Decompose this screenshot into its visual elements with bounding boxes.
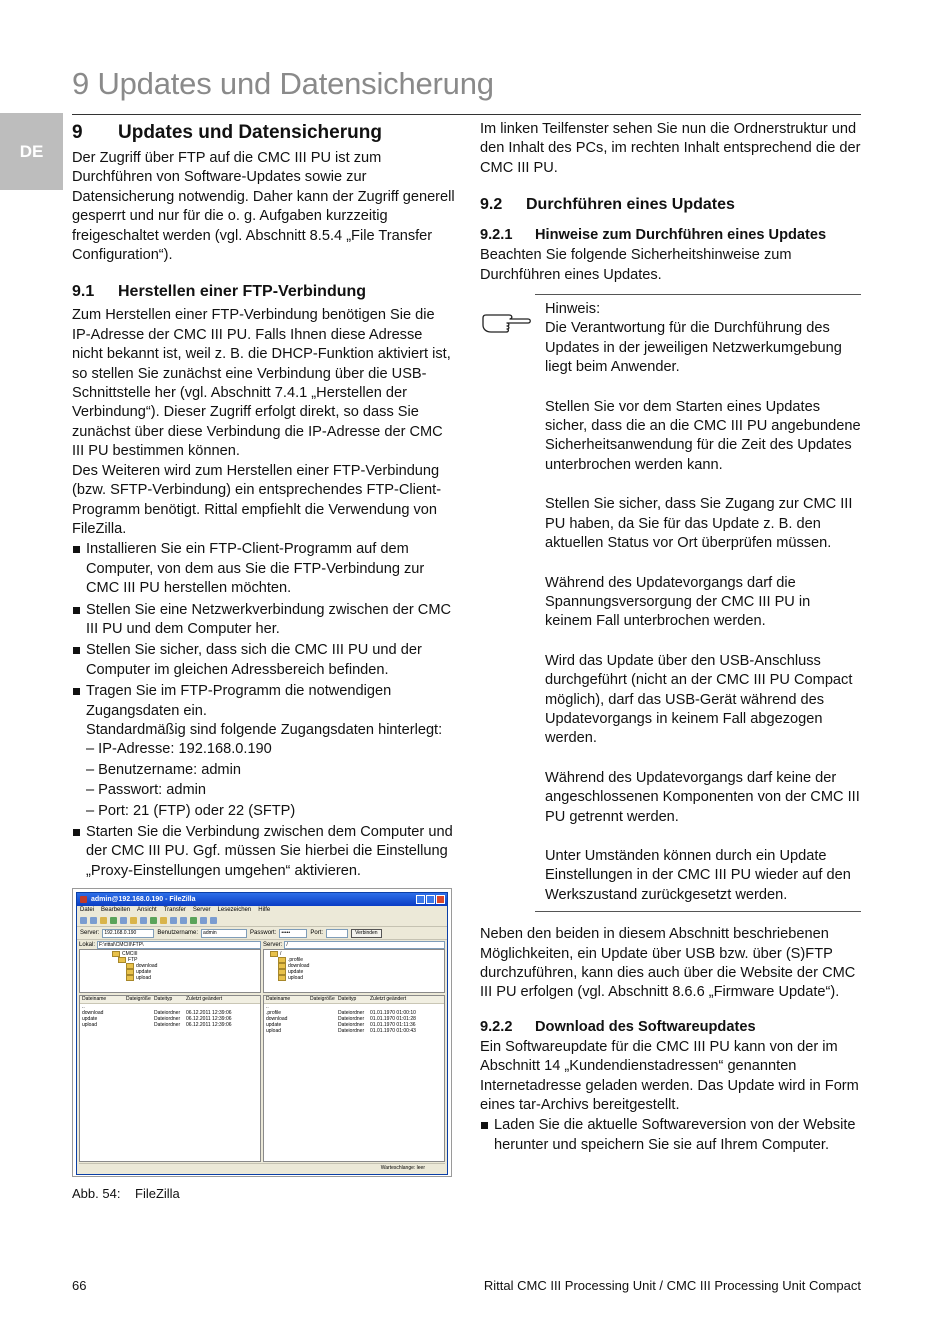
- quickconnect-bar: Server: 192.168.0.190 Benutzername: admin Passwort: ••••• Port: Verbinden: [77, 927, 447, 940]
- tree-item[interactable]: download: [82, 963, 260, 969]
- table-row[interactable]: .profile Dateiordner 01.01.1970 01:00:10: [266, 1010, 416, 1017]
- paragraph: Neben den beiden in diesem Abschnitt beschriebenen Möglichkeiten, ein Update über USB bzw. über (S)FTP durchzuführen, kann dies auch über die Website der CMC III PU erfolgen (vgl. Abschnitt 8.6.6 „Firmware Update“).: [480, 926, 856, 1001]
- menu-item[interactable]: Transfer: [163, 907, 186, 914]
- note-item: Stellen Sie vor dem Starten eines Updates sicher, dass die an die CMC III PU angebundene Sicherheitsanwendung für die Zeit des Updates unterbrochen werden kann.: [545, 398, 861, 473]
- intro-paragraph: Der Zugriff über FTP auf die CMC III PU ist zum Durchführen von Software-Updates sowie zur Datensicherung notwendig. Daher kann der Zugriff generell gesperrt und nur für die o. g. Aufgaben kurzzeitig freigeschaltet werden (vgl. Abschnitt 8.5.4 „File Transfer Configuration“).: [72, 150, 455, 264]
- table-row[interactable]: download Dateiordner 06.12.2011 12:39:06: [82, 1010, 232, 1017]
- tree-item[interactable]: upload: [82, 975, 260, 981]
- server-input[interactable]: 192.168.0.190: [102, 929, 154, 938]
- tree-icon[interactable]: [100, 917, 107, 924]
- credentials-list: [86, 740, 456, 821]
- remote-file-list: [263, 995, 445, 1162]
- left-column: [72, 120, 456, 1204]
- tree-item[interactable]: CMCIII: [82, 951, 260, 957]
- sync-icon[interactable]: [200, 917, 207, 924]
- connect-button[interactable]: Verbinden: [351, 929, 382, 938]
- menu-bar: [77, 906, 447, 915]
- file-panes: [79, 940, 445, 1162]
- remote-tree: [263, 949, 445, 993]
- list-item: – Benutzername: admin: [86, 761, 241, 778]
- disconnect-icon[interactable]: [160, 917, 167, 924]
- refresh-icon[interactable]: [130, 917, 137, 924]
- menu-item[interactable]: Datei: [80, 907, 95, 914]
- paragraph: Des Weiteren wird zum Herstellen einer FTP-Verbindung (bzw. SFTP-Verbindung) ein entsprechendes FTP-Client-Programm benötigt. Rittal empfiehlt die Verwendung von FileZilla.: [72, 462, 442, 537]
- log-icon[interactable]: [90, 917, 97, 924]
- local-file-list: [79, 995, 261, 1162]
- tree-item[interactable]: download: [266, 963, 444, 969]
- list-item: – Passwort: admin: [86, 782, 207, 799]
- filezilla-screenshot: [72, 888, 452, 1177]
- hand-icon: [480, 308, 532, 334]
- tree-item[interactable]: update: [266, 969, 444, 975]
- close-icon[interactable]: [436, 895, 445, 904]
- list-item: Starten Sie die Verbindung zwischen dem Computer und der CMC III PU. Ggf. müssen Sie hierbei die Einstellung „Proxy-Einstellungen umgehen“ aktivieren.: [72, 823, 456, 881]
- right-column: [480, 120, 861, 1157]
- section-heading-9-1: 9.1 Herstellen einer FTP-Verbindung: [72, 283, 367, 301]
- reconnect-icon[interactable]: [170, 917, 177, 924]
- tree-item[interactable]: /: [266, 951, 444, 957]
- local-tree: [79, 949, 261, 993]
- footer-document-title: Rittal CMC III Processing Unit / CMC III Processing Unit Compact: [483, 1278, 861, 1293]
- list-item: Installieren Sie ein FTP-Client-Programm auf dem Computer, von dem aus Sie die FTP-Verbindung zur CMC III PU herstellen möchten.: [72, 540, 456, 598]
- table-row[interactable]: download Dateiordner 01.01.1970 01:01:28: [266, 1016, 416, 1023]
- tree-item[interactable]: upload: [266, 975, 444, 981]
- compare-icon[interactable]: [190, 917, 197, 924]
- menu-item[interactable]: Server: [192, 907, 211, 914]
- note-label: Hinweis:: [545, 301, 601, 318]
- language-tab: DE: [0, 113, 63, 190]
- section-heading-9-2-1: 9.2.1 Hinweise zum Durchführen eines Updates: [480, 227, 827, 244]
- password-input[interactable]: •••••: [279, 929, 307, 938]
- note-item: Stellen Sie sicher, dass Sie Zugang zur CMC III PU haben, da Sie für das Update z. B. den aktuellen Status vor Ort überprüfen müssen.: [545, 496, 853, 552]
- table-row[interactable]: update Dateiordner 01.01.1970 01:11:36: [266, 1022, 416, 1029]
- paragraph: Im linken Teilfenster sehen Sie nun die Ordnerstruktur und den Inhalt des PCs, im rechten Inhalt entsprechend die der CMC III PU.: [480, 121, 861, 176]
- note-item: Wird das Update über den USB-Anschluss durchgeführt (nicht an der CMC III PU Compact möglich), darf das USB-Gerät während des Updatevorgangs in keinem Fall abgezogen werden.: [545, 652, 853, 747]
- section-heading-9: 9 Updates und Datensicherung: [72, 122, 382, 143]
- local-path-input[interactable]: F:\rittal\CMCIII\FTP\: [97, 941, 261, 949]
- table-row[interactable]: ..: [266, 1004, 269, 1011]
- menu-item[interactable]: Hilfe: [258, 907, 271, 914]
- table-row[interactable]: ..: [82, 1004, 85, 1011]
- username-input[interactable]: admin: [201, 929, 247, 938]
- filezilla-window: [76, 892, 448, 1175]
- page-number: 66: [72, 1278, 87, 1293]
- list-item: – Port: 21 (FTP) oder 22 (SFTP): [86, 802, 296, 819]
- section-heading-9-2: 9.2 Durchführen eines Updates: [480, 196, 735, 214]
- bullet-list: [72, 540, 456, 881]
- bullet-list: [480, 1116, 861, 1155]
- process-queue-icon[interactable]: [140, 917, 147, 924]
- minimize-icon[interactable]: [416, 895, 425, 904]
- status-bar: Warteschlange: leer: [79, 1163, 445, 1173]
- menu-item[interactable]: Lesezeichen: [217, 907, 252, 914]
- cancel-icon[interactable]: [150, 917, 157, 924]
- list-item: Stellen Sie eine Netzwerkverbindung zwischen der CMC III PU und dem Computer her.: [72, 601, 456, 640]
- port-input[interactable]: [326, 929, 348, 938]
- table-header: Dateiname Dateigröße Dateityp Zuletzt geändert: [264, 996, 444, 1004]
- tree-item[interactable]: FTP: [82, 957, 260, 963]
- note-item: Die Verantwortung für die Durchführung des Updates in der jeweiligen Netzwerkumgebung liegt beim Anwender.: [545, 320, 842, 376]
- section-heading-9-2-2: 9.2.2 Download des Softwareupdates: [480, 1018, 756, 1035]
- menu-item[interactable]: Bearbeiten: [101, 907, 131, 914]
- tree-item[interactable]: .profile: [266, 957, 444, 963]
- list-item: Laden Sie die aktuelle Softwareversion von der Website herunter und speichern Sie sie auf Ihrem Computer.: [480, 1116, 861, 1155]
- remote-tree-icon[interactable]: [110, 917, 117, 924]
- filezilla-icon: [80, 896, 87, 903]
- toolbar: [77, 915, 447, 927]
- maximize-icon[interactable]: [426, 895, 435, 904]
- local-pane: Lokal: F:\rittal\CMCIII\FTP\ CMCIII FTP download update upload Dateiname Dateigröße Dateityp Zuletzt geändert .. download Dateiordner 06.12.2011 12:39:06 update Dateiordner 06.12.2011 12:39:06 upload Dateiordner 06.12.2011 12:39:06: [79, 940, 261, 1162]
- note-item: Während des Updatevorgangs darf keine der angeschlossenen Komponenten von der CMC III PU getrennt werden.: [545, 769, 860, 825]
- menu-item[interactable]: Ansicht: [137, 907, 157, 914]
- figure-caption: Abb. 54: FileZilla: [72, 1186, 180, 1202]
- filter-icon[interactable]: [180, 917, 187, 924]
- queue-icon[interactable]: [120, 917, 127, 924]
- note-item: Während des Updatevorgangs darf die Spannungsversorgung der CMC III PU in keinem Fall unterbrochen werden.: [545, 574, 811, 630]
- window-title-bar: admin@192.168.0.190 - FileZilla: [77, 893, 447, 906]
- tree-item[interactable]: update: [82, 969, 260, 975]
- paragraph: Zum Herstellen einer FTP-Verbindung benötigen Sie die IP-Adresse der CMC III PU. Falls Ihnen diese Adresse nicht bekannt ist, weil z. B. die DHCP-Funktion aktiviert ist, so stellen Sie zunächst eine Verbindung über die USB-Schnittstelle her (vgl. Abschnitt 7.4.1 „Herstellen der Verbindung“). Dieser Zugriff erfolgt direkt, so dass Sie zunächst über diese Verbindung die IP-Adresse der CMC III PU bestimmen können.: [72, 307, 451, 460]
- remote-pane: Server: / / .profile download update upload Dateiname Dateigröße Dateityp Zuletzt geändert .. .profile Dateiordner 01.01.1970 01:00:10 download Dateiordner 01.01.1970 01:01:28 update Dateiordner 01.01.1970 01:11:36 upload Dateiordner 01.01.1970 01:00:43: [263, 940, 445, 1162]
- note-item: Unter Umständen können durch ein Update Einstellungen in der CMC III PU wieder auf den Werkszustand zurückgesetzt werden.: [545, 847, 851, 903]
- defaults-intro: Standardmäßig sind folgende Zugangsdaten hinterlegt:: [86, 721, 443, 738]
- list-item: Tragen Sie im FTP-Programm die notwendigen Zugangsdaten ein. Standardmäßig sind folgende Zugangsdaten hinterlegt: – IP-Adresse: 192.168.0.190 – Benutzername: admin – Passwort: admin – Port: 21 (FTP) oder 22 (SFTP): [72, 682, 456, 821]
- chapter-title: 9 Updates und Datensicherung: [72, 66, 494, 101]
- table-row[interactable]: upload Dateiordner 01.01.1970 01:00:43: [266, 1028, 416, 1035]
- list-item: – IP-Adresse: 192.168.0.190: [86, 741, 272, 758]
- header-rule: [72, 114, 861, 115]
- paragraph: Ein Softwareupdate für die CMC III PU kann von der im Abschnitt 14 „Kundendienstadressen“ genannten Internetadresse geladen werden. Das Update wird in Form eines tar-Archivs bereitgestellt.: [480, 1038, 859, 1114]
- site-manager-icon[interactable]: [80, 917, 87, 924]
- search-icon[interactable]: [210, 917, 217, 924]
- table-header: Dateiname Dateigröße Dateityp Zuletzt geändert: [80, 996, 260, 1004]
- table-row[interactable]: upload Dateiordner 06.12.2011 12:39:06: [82, 1022, 232, 1029]
- remote-path-input[interactable]: /: [284, 941, 445, 949]
- note-content: [535, 294, 861, 912]
- paragraph: Beachten Sie folgende Sicherheitshinweise zum Durchführen eines Updates.: [480, 247, 792, 283]
- list-item: Stellen Sie sicher, dass sich die CMC III PU und der Computer im gleichen Adressbereich befinden.: [72, 641, 456, 680]
- table-row[interactable]: update Dateiordner 06.12.2011 12:39:06: [82, 1016, 232, 1023]
